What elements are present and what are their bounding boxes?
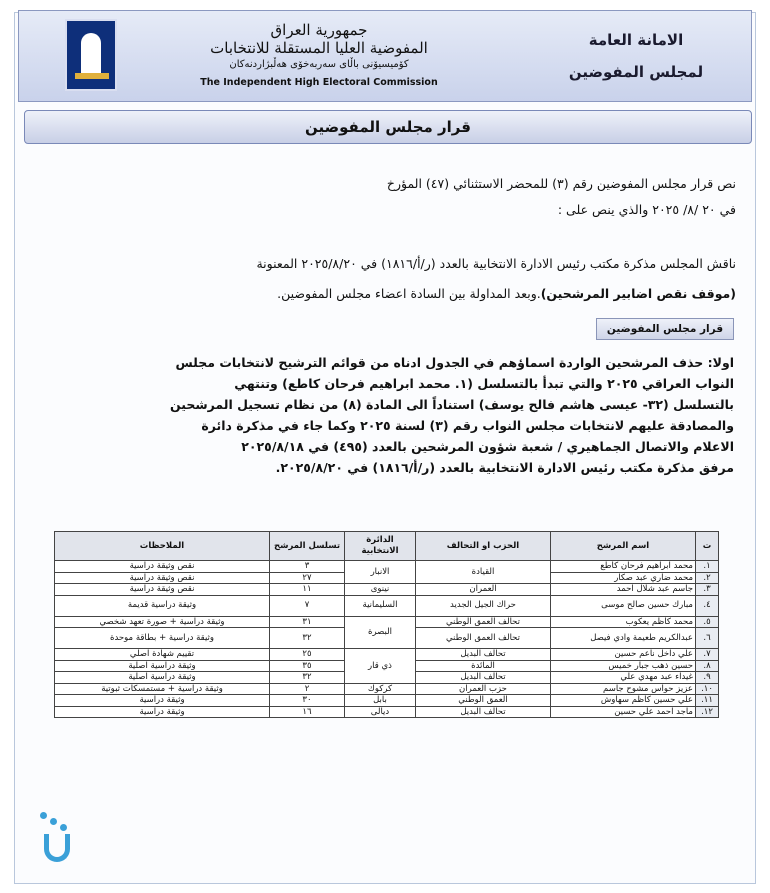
cell-note: نقص وثيقة دراسية [55,584,270,596]
table-row [55,561,719,573]
col-header-notes: الملاحظات [55,532,270,561]
table-row [55,706,719,718]
cell-no: ٦. [696,628,719,649]
cell-party: العمران [416,584,551,596]
cell-no: ٤. [696,595,719,616]
item-one-line: الاعلام والاتصال الجماهيري / شعبة شؤون المرشحين بالعدد (٤٩٥) في ٢٠٢٥/٨/١٨ [241,439,734,454]
cell-district: ذي قار [345,649,416,684]
cell-name: مبارك حسين صالح موسى [551,595,696,616]
cell-name: علي داخل ناعم حسين [551,649,696,661]
col-header-name: اسم المرشح [551,532,696,561]
discussion-line-2 [36,286,736,301]
cell-note: وثيقة دراسية + صورة تعهد شخصي [55,616,270,628]
cell-party: العمق الوطني [416,695,551,707]
cell-seq: ٣١ [270,616,345,628]
cell-party: حزب العمران [416,683,551,695]
cell-name: محمد كاظم يعكوب [551,616,696,628]
item-one-line: والمصادقة عليهم لانتخابات مجلس النواب رقم (٣) لسنة ٢٠٢٥ وكما جاء في مذكرة دائرة [201,418,734,433]
header-line-1: جمهورية العراق [270,21,368,39]
cell-district: كركوك [345,683,416,695]
item-one-line: مرفق مذكرة مكتب رئيس الادارة الانتخابية بالعدد (ر/أ/١٨١٦) في ٢٠٢٥/٨/٢٠. [275,460,734,475]
cell-no: ٧. [696,649,719,661]
cell-note: نقص وثيقة دراسية [55,572,270,584]
cell-note: وثيقة دراسية اصلية [55,672,270,684]
cell-name: عزيز حواس مشوح جاسم [551,683,696,695]
cell-seq: ٢ [270,683,345,695]
col-header-party: الحزب او التحالف [416,532,551,561]
cell-seq: ١٦ [270,706,345,718]
ihec-watermark-icon [36,810,76,870]
cell-note: وثيقة دراسية + مستمسكات ثبوتية [55,683,270,695]
col-header-no: ت [696,532,719,561]
cell-seq: ٣ [270,561,345,573]
cell-district: الانبار [345,561,416,584]
item-one-line: بالتسلسل (٣٢- عيسى هاشم فالح يوسف) استناداً الى المادة (٨) من نظام تسجيل المرشحين [170,397,734,412]
amana-line-1: الامانة العامة [588,31,684,49]
cell-no: ٩. [696,672,719,684]
item-one-text [20,352,734,478]
cell-note: وثيقة دراسية [55,695,270,707]
cell-no: ١. [696,561,719,573]
decision-chip: قرار مجلس المفوضين [596,318,734,340]
cell-note: تقييم شهادة اصلي [55,649,270,661]
cell-no: ٥. [696,616,719,628]
cell-no: ٨. [696,660,719,672]
cell-note: وثيقة دراسية قديمة [55,595,270,616]
intro-line-1: نص قرار مجلس المفوضين رقم (٣) للمحضر الاستثنائي (٤٧) المؤرخ [386,176,736,191]
cell-seq: ٣٢ [270,672,345,684]
ihec-logo-icon [65,19,117,91]
cell-no: ١٠. [696,683,719,695]
cell-no: ١١. [696,695,719,707]
cell-name: غيداء عبد مهدي علي [551,672,696,684]
discussion-subject: (موقف نقص اضابير المرشحين) [540,286,736,301]
cell-no: ٢. [696,572,719,584]
cell-note: وثيقة دراسية + بطاقة موحدة [55,628,270,649]
cell-no: ٣. [696,584,719,596]
cell-district: البصرة [345,616,416,649]
cell-party: تحالف البديل [416,706,551,718]
cell-party: حراك الجيل الجديد [416,595,551,616]
cell-name: جاسم عبد شلال احمد [551,584,696,596]
intro-line-2: في ٢٠ /٨/ ٢٠٢٥ والذي ينص على : [557,202,736,217]
header-banner [18,10,752,102]
cell-party: القيادة [416,561,551,584]
cell-party: تحالف البديل [416,672,551,684]
decision-title-bar: قرار مجلس المفوضين [24,110,752,144]
cell-note: نقص وثيقة دراسية [55,561,270,573]
cell-name: حسين ذهب جبار خميس [551,660,696,672]
cell-name: علي حسين كاظم سهاوش [551,695,696,707]
discussion-rest: .وبعد المداولة بين السادة اعضاء مجلس المفوضين. [277,286,541,301]
cell-note: وثيقة دراسية اصلية [55,660,270,672]
table-row [55,695,719,707]
cell-district: ديالى [345,706,416,718]
cell-party: المائدة [416,660,551,672]
discussion-line-1: ناقش المجلس مذكرة مكتب رئيس الادارة الانتخابية بالعدد (ر/أ/١٨١٦) في ٢٠٢٥/٨/٢٠ المعنونة [256,256,736,271]
header-line-2: المفوضية العليا المستقلة للانتخابات [210,39,428,57]
table-row [55,595,719,616]
cell-name: محمد ابراهيم فرحان كاطع [551,561,696,573]
cell-name: محمد ضاري عبد صكار [551,572,696,584]
cell-seq: ٣٥ [270,660,345,672]
cell-seq: ١١ [270,584,345,596]
candidates-table [54,531,719,718]
col-header-district: الدائرة الانتخابية [345,532,416,561]
header-english-name: The Independent High Electoral Commission [200,77,438,88]
table-row [55,616,719,628]
cell-party: تحالف العمق الوطني [416,628,551,649]
cell-seq: ٢٥ [270,649,345,661]
cell-district: السليمانية [345,595,416,616]
item-one-line: اولا: حذف المرشحين الواردة اسماؤهم في الجدول ادناه من قوائم الترشيح لانتخابات مجلس [175,355,734,370]
cell-seq: ٣٠ [270,695,345,707]
cell-seq: ٣٢ [270,628,345,649]
table-row [55,649,719,661]
cell-district: بابل [345,695,416,707]
cell-seq: ٢٧ [270,572,345,584]
amana-line-2: لمجلس المفوضين [568,63,704,81]
table-header-row [55,532,719,561]
header-line-3: كۆمیسیۆنی باڵای سەربەخۆی هەڵبژاردنەکان [229,59,409,70]
cell-note: وثيقة دراسية [55,706,270,718]
cell-party: تحالف العمق الوطني [416,616,551,628]
cell-district: نينوى [345,584,416,596]
cell-name: ماجد احمد علي حسين [551,706,696,718]
col-header-seq: تسلسل المرشح [270,532,345,561]
cell-party: تحالف البديل [416,649,551,661]
item-one-line: النواب العراقي ٢٠٢٥ والتي تبدأ بالتسلسل (١. محمد ابراهيم فرحان كاطع) وتنتهي [234,376,734,391]
cell-name: عبدالكريم طعيمة وادي فيصل [551,628,696,649]
table-row [55,683,719,695]
table-row [55,584,719,596]
cell-no: ١٢. [696,706,719,718]
cell-seq: ٧ [270,595,345,616]
